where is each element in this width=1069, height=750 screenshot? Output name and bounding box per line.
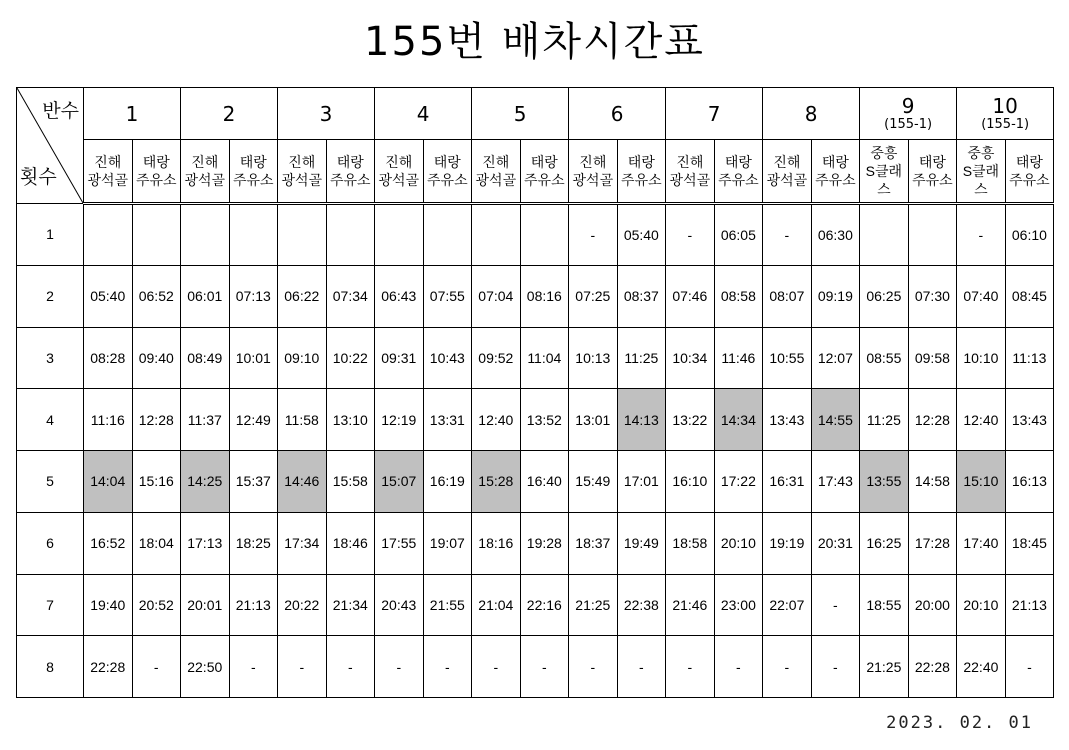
corner-cell [17, 88, 84, 204]
time-cell: 17:22 [714, 451, 763, 513]
time-cell: 09:10 [278, 327, 327, 389]
time-cell: 17:40 [957, 512, 1006, 574]
time-cell: 14:55 [811, 389, 860, 451]
time-cell: 18:58 [666, 512, 715, 574]
direction-line: 태랑 [627, 154, 655, 170]
time-cell: 14:25 [181, 451, 230, 513]
direction-header [326, 140, 375, 204]
time-cell: 07:34 [326, 265, 375, 327]
time-cell: - [375, 636, 424, 698]
time-cell: - [763, 636, 812, 698]
time-cell [520, 204, 569, 266]
trip-number: 5 [17, 451, 84, 513]
direction-line: 주유소 [718, 172, 759, 188]
time-cell [326, 204, 375, 266]
header-direction-row [17, 140, 1054, 204]
time-cell: 10:10 [957, 327, 1006, 389]
direction-line: 진해 [579, 154, 607, 170]
trip-number: 3 [17, 327, 84, 389]
time-cell: 21:13 [1005, 574, 1054, 636]
time-cell: 21:46 [666, 574, 715, 636]
time-cell: 19:19 [763, 512, 812, 574]
direction-line: 주유소 [912, 172, 953, 188]
time-cell: 17:13 [181, 512, 230, 574]
direction-header [763, 140, 812, 204]
time-cell: 13:43 [763, 389, 812, 451]
time-cell: 13:55 [860, 451, 909, 513]
bus-number: 9 [901, 94, 915, 118]
trip-number: 1 [17, 204, 84, 266]
time-cell: - [1005, 636, 1054, 698]
direction-header [472, 140, 521, 204]
bus-header-10 [957, 88, 1054, 140]
time-cell: 05:40 [617, 204, 666, 266]
time-cell: 17:55 [375, 512, 424, 574]
time-cell: 20:10 [714, 512, 763, 574]
time-cell: 08:55 [860, 327, 909, 389]
time-cell: 08:07 [763, 265, 812, 327]
time-cell: 07:46 [666, 265, 715, 327]
direction-line: 주유소 [621, 172, 662, 188]
trip-number: 6 [17, 512, 84, 574]
time-cell: 07:04 [472, 265, 521, 327]
bus-header-7 [666, 88, 763, 140]
page-title: 155번 배차시간표 [364, 19, 705, 65]
direction-line: 진해 [482, 154, 510, 170]
direction-line: 태랑 [336, 154, 364, 170]
direction-header [520, 140, 569, 204]
direction-header [811, 140, 860, 204]
direction-line: 진해 [676, 154, 704, 170]
direction-header [229, 140, 278, 204]
bus-sub: (155-1) [884, 117, 933, 132]
corner-label-trip: 횟수 [20, 166, 57, 188]
time-cell: 15:37 [229, 451, 278, 513]
direction-line: 중흥 [967, 145, 995, 161]
time-cell: - [472, 636, 521, 698]
time-cell: 07:30 [908, 265, 957, 327]
direction-line: 중흥 [870, 145, 898, 161]
direction-line: 주유소 [135, 172, 177, 188]
time-cell: 11:37 [181, 389, 230, 451]
issue-date: 2023. 02. 01 [886, 713, 1033, 733]
time-cell: - [229, 636, 278, 698]
time-cell: 20:00 [908, 574, 957, 636]
time-cell: 17:34 [278, 512, 327, 574]
direction-line: 광석골 [572, 172, 614, 188]
direction-header [957, 140, 1006, 204]
bus-header-2 [181, 88, 278, 140]
time-cell: 12:19 [375, 389, 424, 451]
time-cell: - [714, 636, 763, 698]
bus-header-1 [84, 88, 181, 140]
direction-header [617, 140, 666, 204]
time-cell: 22:28 [908, 636, 957, 698]
direction-header [375, 140, 424, 204]
time-cell: 08:58 [714, 265, 763, 327]
time-cell: 22:40 [957, 636, 1006, 698]
time-cell: 13:43 [1005, 389, 1054, 451]
time-cell: - [423, 636, 472, 698]
trip-number: 2 [17, 265, 84, 327]
time-cell: 12:07 [811, 327, 860, 389]
time-cell: 20:43 [375, 574, 424, 636]
time-cell: 21:13 [229, 574, 278, 636]
time-cell: 11:25 [860, 389, 909, 451]
time-cell: 08:45 [1005, 265, 1054, 327]
direction-line: 광석골 [766, 172, 808, 188]
direction-line: 주유소 [1009, 172, 1050, 188]
time-cell: 13:52 [520, 389, 569, 451]
trip-number: 8 [17, 636, 84, 698]
time-cell: 10:34 [666, 327, 715, 389]
direction-line: 진해 [94, 154, 122, 170]
time-cell: 13:22 [666, 389, 715, 451]
time-cell: 20:01 [181, 574, 230, 636]
time-cell: 22:16 [520, 574, 569, 636]
time-cell: 07:40 [957, 265, 1006, 327]
time-cell: 09:40 [132, 327, 181, 389]
direction-line: 광석골 [475, 172, 517, 188]
time-cell: 06:30 [811, 204, 860, 266]
time-cell: 23:00 [714, 574, 763, 636]
direction-line: 태랑 [724, 154, 752, 170]
time-cell: - [569, 204, 618, 266]
time-cell [423, 204, 472, 266]
time-cell: - [666, 204, 715, 266]
direction-line: S클래스 [962, 163, 1000, 197]
direction-line: 태랑 [1015, 154, 1043, 170]
time-cell: 20:31 [811, 512, 860, 574]
direction-line: S클래스 [865, 163, 903, 197]
time-cell: 22:50 [181, 636, 230, 698]
time-cell: 21:25 [860, 636, 909, 698]
time-cell: 14:58 [908, 451, 957, 513]
time-cell: - [617, 636, 666, 698]
time-cell: 09:31 [375, 327, 424, 389]
time-cell: 06:10 [1005, 204, 1054, 266]
time-cell: - [811, 636, 860, 698]
time-cell: 11:13 [1005, 327, 1054, 389]
direction-header [181, 140, 230, 204]
time-cell: 16:19 [423, 451, 472, 513]
direction-line: 태랑 [821, 154, 849, 170]
time-cell: 10:13 [569, 327, 618, 389]
direction-line: 광석골 [184, 172, 226, 188]
time-cell: 10:43 [423, 327, 472, 389]
bus-number: 7 [707, 101, 721, 126]
time-cell: 16:25 [860, 512, 909, 574]
trip-number: 7 [17, 574, 84, 636]
time-cell: 21:34 [326, 574, 375, 636]
time-cell: 12:40 [957, 389, 1006, 451]
direction-line: 태랑 [530, 154, 558, 170]
time-cell: 18:37 [569, 512, 618, 574]
direction-header [1005, 140, 1054, 204]
corner-label-bus: 반수 [42, 100, 79, 122]
time-cell: - [569, 636, 618, 698]
time-cell: 05:40 [84, 265, 133, 327]
time-cell: 16:40 [520, 451, 569, 513]
time-cell [375, 204, 424, 266]
time-cell: 12:40 [472, 389, 521, 451]
time-cell: 17:01 [617, 451, 666, 513]
direction-header [714, 140, 763, 204]
time-cell: 12:28 [132, 389, 181, 451]
bus-number: 5 [513, 101, 527, 126]
time-cell: 09:58 [908, 327, 957, 389]
time-cell: 21:04 [472, 574, 521, 636]
trip-row [17, 327, 1054, 389]
time-cell: 15:07 [375, 451, 424, 513]
time-cell: 08:49 [181, 327, 230, 389]
header-bus-row [17, 88, 1054, 140]
time-cell [229, 204, 278, 266]
time-cell: 12:28 [908, 389, 957, 451]
time-cell: 22:38 [617, 574, 666, 636]
time-cell: - [132, 636, 181, 698]
direction-line: 광석골 [281, 172, 323, 188]
time-cell: 17:43 [811, 451, 860, 513]
time-cell: 14:04 [84, 451, 133, 513]
time-cell: 14:34 [714, 389, 763, 451]
direction-line: 주유소 [330, 172, 371, 188]
bus-number: 2 [222, 101, 236, 126]
time-cell: 18:25 [229, 512, 278, 574]
time-cell [132, 204, 181, 266]
direction-header [84, 140, 133, 204]
direction-line: 진해 [288, 154, 316, 170]
bus-header-4 [375, 88, 472, 140]
bus-header-6 [569, 88, 666, 140]
time-cell: 19:40 [84, 574, 133, 636]
time-cell: 11:04 [520, 327, 569, 389]
bus-sub: (155-1) [981, 117, 1030, 132]
time-cell: 07:25 [569, 265, 618, 327]
direction-line: 태랑 [918, 154, 946, 170]
time-cell: - [763, 204, 812, 266]
time-cell: 06:22 [278, 265, 327, 327]
bus-number: 8 [804, 101, 818, 126]
time-cell: 21:55 [423, 574, 472, 636]
time-cell: 18:46 [326, 512, 375, 574]
time-cell: 10:01 [229, 327, 278, 389]
time-cell: 15:49 [569, 451, 618, 513]
time-cell: 19:49 [617, 512, 666, 574]
time-cell: - [278, 636, 327, 698]
time-cell: 13:01 [569, 389, 618, 451]
bus-number: 3 [319, 101, 333, 126]
time-cell: 17:28 [908, 512, 957, 574]
time-cell: 15:58 [326, 451, 375, 513]
time-cell: - [957, 204, 1006, 266]
time-cell: 14:13 [617, 389, 666, 451]
time-cell: 09:19 [811, 265, 860, 327]
time-cell: 16:31 [763, 451, 812, 513]
time-cell: 11:16 [84, 389, 133, 451]
time-cell: 15:28 [472, 451, 521, 513]
time-cell: 20:22 [278, 574, 327, 636]
direction-line: 주유소 [232, 172, 274, 188]
time-cell: 20:10 [957, 574, 1006, 636]
trip-row [17, 265, 1054, 327]
time-cell: 20:52 [132, 574, 181, 636]
time-cell: 06:43 [375, 265, 424, 327]
time-cell: 10:55 [763, 327, 812, 389]
direction-header [278, 140, 327, 204]
time-cell: 13:31 [423, 389, 472, 451]
time-cell: 08:37 [617, 265, 666, 327]
direction-line: 태랑 [239, 154, 267, 170]
time-cell: - [520, 636, 569, 698]
time-cell: 15:16 [132, 451, 181, 513]
time-cell: 18:16 [472, 512, 521, 574]
time-cell: 09:52 [472, 327, 521, 389]
time-cell: 11:58 [278, 389, 327, 451]
trip-row [17, 389, 1054, 451]
time-cell: 14:46 [278, 451, 327, 513]
time-cell: 11:46 [714, 327, 763, 389]
time-cell: 07:55 [423, 265, 472, 327]
time-cell: 08:28 [84, 327, 133, 389]
direction-header [666, 140, 715, 204]
time-cell: 12:49 [229, 389, 278, 451]
trip-row [17, 512, 1054, 574]
direction-line: 광석골 [87, 172, 129, 188]
direction-line: 주유소 [815, 172, 856, 188]
trip-row [17, 204, 1054, 266]
time-cell: 22:28 [84, 636, 133, 698]
bus-header-8 [763, 88, 860, 140]
time-cell: 07:13 [229, 265, 278, 327]
bus-number: 6 [610, 101, 624, 126]
bus-number: 10 [992, 94, 1018, 118]
time-cell: 06:25 [860, 265, 909, 327]
time-cell: 22:07 [763, 574, 812, 636]
direction-header [860, 140, 909, 204]
time-cell [472, 204, 521, 266]
time-cell: 06:01 [181, 265, 230, 327]
time-cell: 06:52 [132, 265, 181, 327]
trip-row [17, 574, 1054, 636]
bus-header-9 [860, 88, 957, 140]
direction-header [569, 140, 618, 204]
bus-header-5 [472, 88, 569, 140]
time-cell [860, 204, 909, 266]
direction-line: 주유소 [427, 172, 468, 188]
direction-header [132, 140, 181, 204]
direction-line: 주유소 [524, 172, 565, 188]
time-cell: 19:07 [423, 512, 472, 574]
direction-line: 광석골 [669, 172, 711, 188]
direction-line: 진해 [773, 154, 801, 170]
time-cell: 10:22 [326, 327, 375, 389]
time-cell [84, 204, 133, 266]
direction-line: 진해 [191, 154, 219, 170]
trip-row [17, 636, 1054, 698]
trip-number: 4 [17, 389, 84, 451]
time-cell [908, 204, 957, 266]
time-cell: 18:04 [132, 512, 181, 574]
time-cell [181, 204, 230, 266]
time-cell: - [666, 636, 715, 698]
direction-header [908, 140, 957, 204]
time-cell: 11:25 [617, 327, 666, 389]
time-cell: 15:10 [957, 451, 1006, 513]
time-cell: 08:16 [520, 265, 569, 327]
direction-line: 태랑 [433, 154, 461, 170]
direction-header [423, 140, 472, 204]
time-cell: - [811, 574, 860, 636]
time-cell: 18:45 [1005, 512, 1054, 574]
time-cell: 19:28 [520, 512, 569, 574]
time-cell: 16:10 [666, 451, 715, 513]
time-cell: 21:25 [569, 574, 618, 636]
trip-row [17, 451, 1054, 513]
time-cell: - [326, 636, 375, 698]
time-cell [278, 204, 327, 266]
direction-line: 진해 [385, 154, 413, 170]
bus-number: 1 [125, 101, 139, 126]
time-cell: 16:52 [84, 512, 133, 574]
direction-line: 태랑 [142, 154, 170, 170]
bus-number: 4 [416, 101, 430, 126]
bus-header-3 [278, 88, 375, 140]
time-cell: 13:10 [326, 389, 375, 451]
timetable [16, 87, 1054, 698]
direction-line: 광석골 [378, 172, 420, 188]
time-cell: 18:55 [860, 574, 909, 636]
time-cell: 06:05 [714, 204, 763, 266]
time-cell: 16:13 [1005, 451, 1054, 513]
